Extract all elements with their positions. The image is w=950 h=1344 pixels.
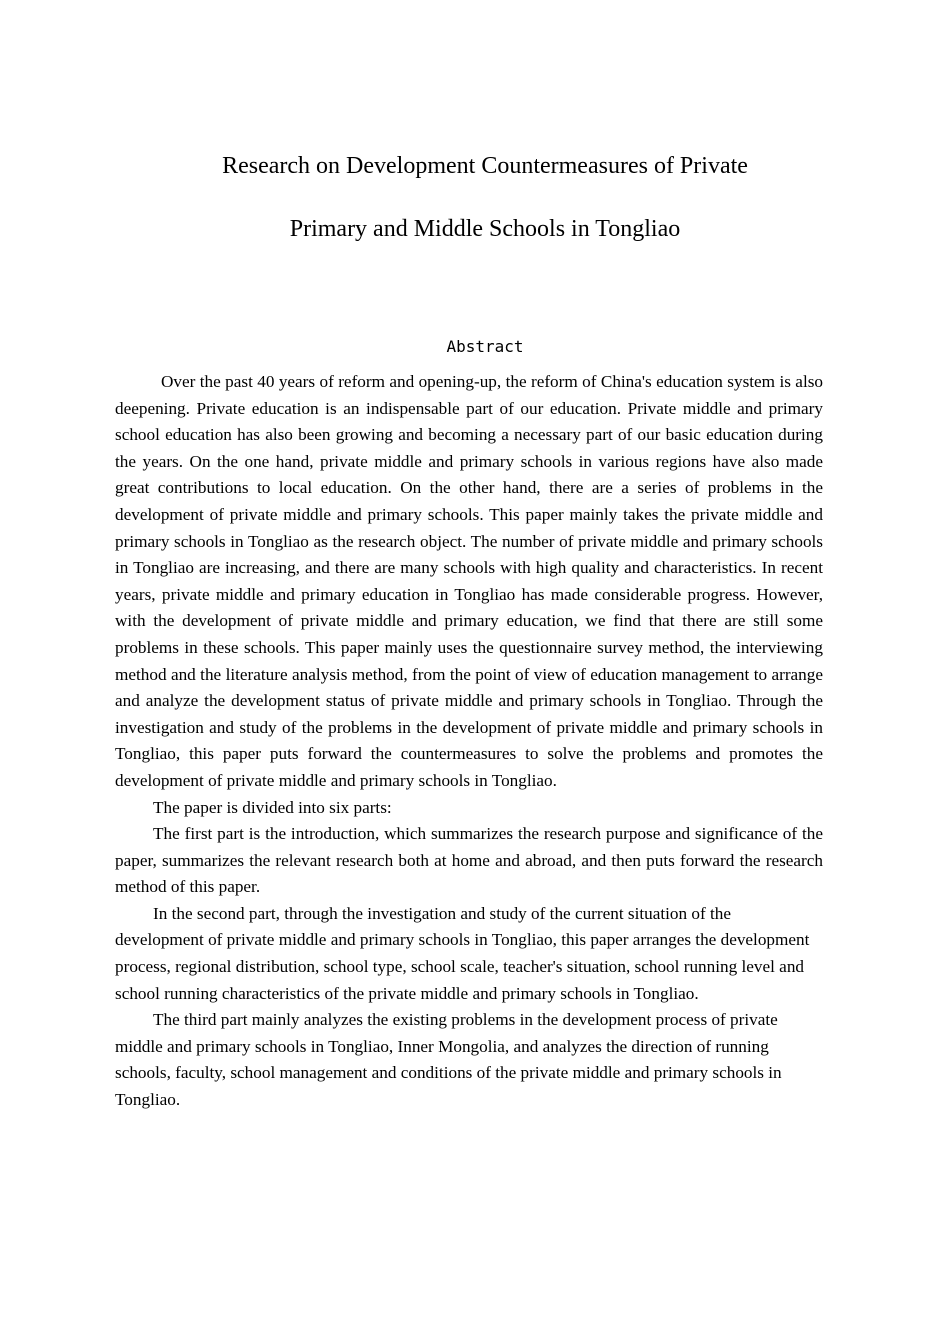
abstract-paragraph-5: The third part mainly analyzes the existing problems in the development process of private middle and primary schools in Tongliao, Inner Mongolia, and analyzes the direction of running schools, faculty, school management and conditions of the private middle and primary schools in Tongliao.: [115, 1010, 782, 1110]
abstract-paragraph-1: Over the past 40 years of reform and opening-up, the reform of China's education system is also deepening. Private education is an indispensable part of our education. Private middle and primary school education has also been growing and becoming a necessary part of our basic education during the years. On the one hand, private middle and primary schools in various regions have also made great contributions to local education. On the other hand, there are a series of problems in the development of private middle and primary schools. This paper mainly takes the private middle and primary schools in Tongliao as the research object. The number of private middle and primary schools in Tongliao are increasing, and there are many schools with high quality and characteristics. In recent years, private middle and primary education in Tongliao has made considerable progress. However, with the development of private middle and primary education, we find that there are still some problems in these schools. This paper mainly uses the questionnaire survey method, the interviewing method and the literature analysis method, from the point of view of education management to arrange and analyze the development status of private middle and primary schools in Tongliao. Through the investigation and study of the problems in the development of private middle and primary schools in Tongliao, this paper puts forward the countermeasures to solve the problems and promotes the development of private middle and primary schools in Tongliao.: [115, 372, 823, 790]
abstract-paragraph-3: The first part is the introduction, which summarizes the research purpose and significance of the paper, summarizes the relevant research both at home and abroad, and then puts forward the research method of this paper.: [115, 824, 823, 897]
document-title-line-1: Research on Development Countermeasures of Private: [222, 153, 748, 179]
abstract-paragraph-4: In the second part, through the investigation and study of the current situation of the development of private middle and primary schools in Tongliao, this paper arranges the development process, regional distribution, school type, school scale, teacher's situation, school running level and school running characteristics of the private middle and primary schools in Tongliao.: [115, 903, 810, 1003]
abstract-heading: Abstract: [446, 337, 524, 356]
document-title-line-2: Primary and Middle Schools in Tongliao: [289, 216, 681, 242]
abstract-paragraph-2: The paper is divided into six parts:: [153, 797, 392, 817]
abstract-body: [115, 369, 823, 1114]
